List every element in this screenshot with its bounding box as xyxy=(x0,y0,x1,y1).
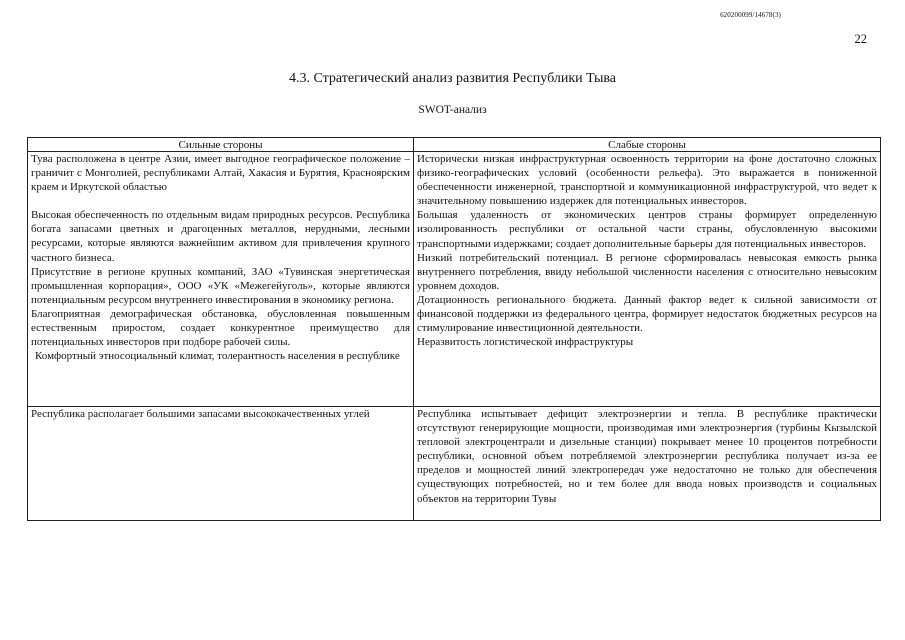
table-row xyxy=(28,152,881,407)
strengths-cell xyxy=(28,407,414,521)
section-title: 4.3. Стратегический анализ развития Республики Тыва xyxy=(288,71,617,86)
weaknesses-cell xyxy=(414,407,881,521)
weakness-item: Неразвитость логистической инфраструктуры xyxy=(417,336,634,349)
table-row xyxy=(28,407,881,521)
strength-item: Тува расположена в центре Азии, имеет выгодное географическое положение – граничит с Монголией, республиками Алтай, Хакасия и Бурятия, Красноярским краем и Иркутской областью xyxy=(31,153,410,194)
column-header-strengths: Сильные стороны xyxy=(28,138,414,152)
strength-item: Высокая обеспеченность по отдельным видам природных ресурсов. Республика богата запасами цветных и драгоценных металлов, нерудными, лесными ресурсами, которые являются важнейшим активом для привлечения крупного частного бизнеса. xyxy=(31,209,410,264)
weakness-item: Дотационность регионального бюджета. Данный фактор ведет к сильной зависимости от финансовой поддержки из федерального центра, формирует недостаток бюджетных ресурсов на стимулирование инвестиционной деятельности. xyxy=(417,293,877,335)
table-header-row xyxy=(28,138,881,152)
swot-table xyxy=(27,137,881,521)
strength-item: Комфортный этносоциальный климат, толерантность населения в республике xyxy=(35,350,400,363)
weakness-item: Исторически низкая инфраструктурная освоенность территории на фоне достаточно сложных физико-географических условий (особенности рельефа). Это выражается в пониженной обеспеченности инженерной, транспортной и коммуникационной инфраструктурой, что ведет к значительному повышению издержек для потенциальных инвесторов. xyxy=(417,153,877,208)
strength-item: Республика располагает большими запасами высококачественных углей xyxy=(31,408,370,420)
strength-item: Присутствие в регионе крупных компаний, ЗАО «Тувинская энергетическая промышленная корпорация», ООО «УК «Межегейуголь», которые являются потенциальным ресурсом внутреннего инвестирования в экономику региона. xyxy=(31,265,410,306)
weakness-item: Большая удаленность от экономических центров страны формирует определенную изолированность республики от остальной части страны, обусловленную высокими транспортными издержками; создает дополнительные барьеры для потенциальных инвесторов. xyxy=(417,209,877,250)
page-number: 22 xyxy=(854,32,867,46)
weakness-item: Республика испытывает дефицит электроэнергии и тепла. В республике практически отсутствуют генерирующие мощности, производимая ими электроэнергия (турбины Кызылской тепловой электроцентрали и дизельные станции) покрывает менее 10 процентов потребности республики, основной объем потребляемой электроэнергии республика получает из-за ее пределов и мощностей линий электропередач уже недостаточно не только для обеспечения существующих потребностей, но и тем более для ввода новых производств и социальных объектов на территории Тувы xyxy=(417,408,877,505)
column-header-weaknesses: Слабые стороны xyxy=(414,138,881,152)
document-code: 620200099/14678(3) xyxy=(720,11,781,19)
weaknesses-cell xyxy=(414,152,881,407)
table-caption: SWOT-анализ xyxy=(418,104,487,116)
strengths-cell xyxy=(28,152,414,407)
strength-item: Благоприятная демографическая обстановка, обусловленная повышенным естественным приростом, создает конкурентное преимущество для потенциальных инвесторов при подборе рабочей силы. xyxy=(31,307,410,349)
weakness-item: Низкий потребительский потенциал. В регионе сформировалась невысокая емкость рынка внутреннего потребления, ввиду небольшой численности населения с относительно невысоким уровнем доходов. xyxy=(417,251,877,292)
